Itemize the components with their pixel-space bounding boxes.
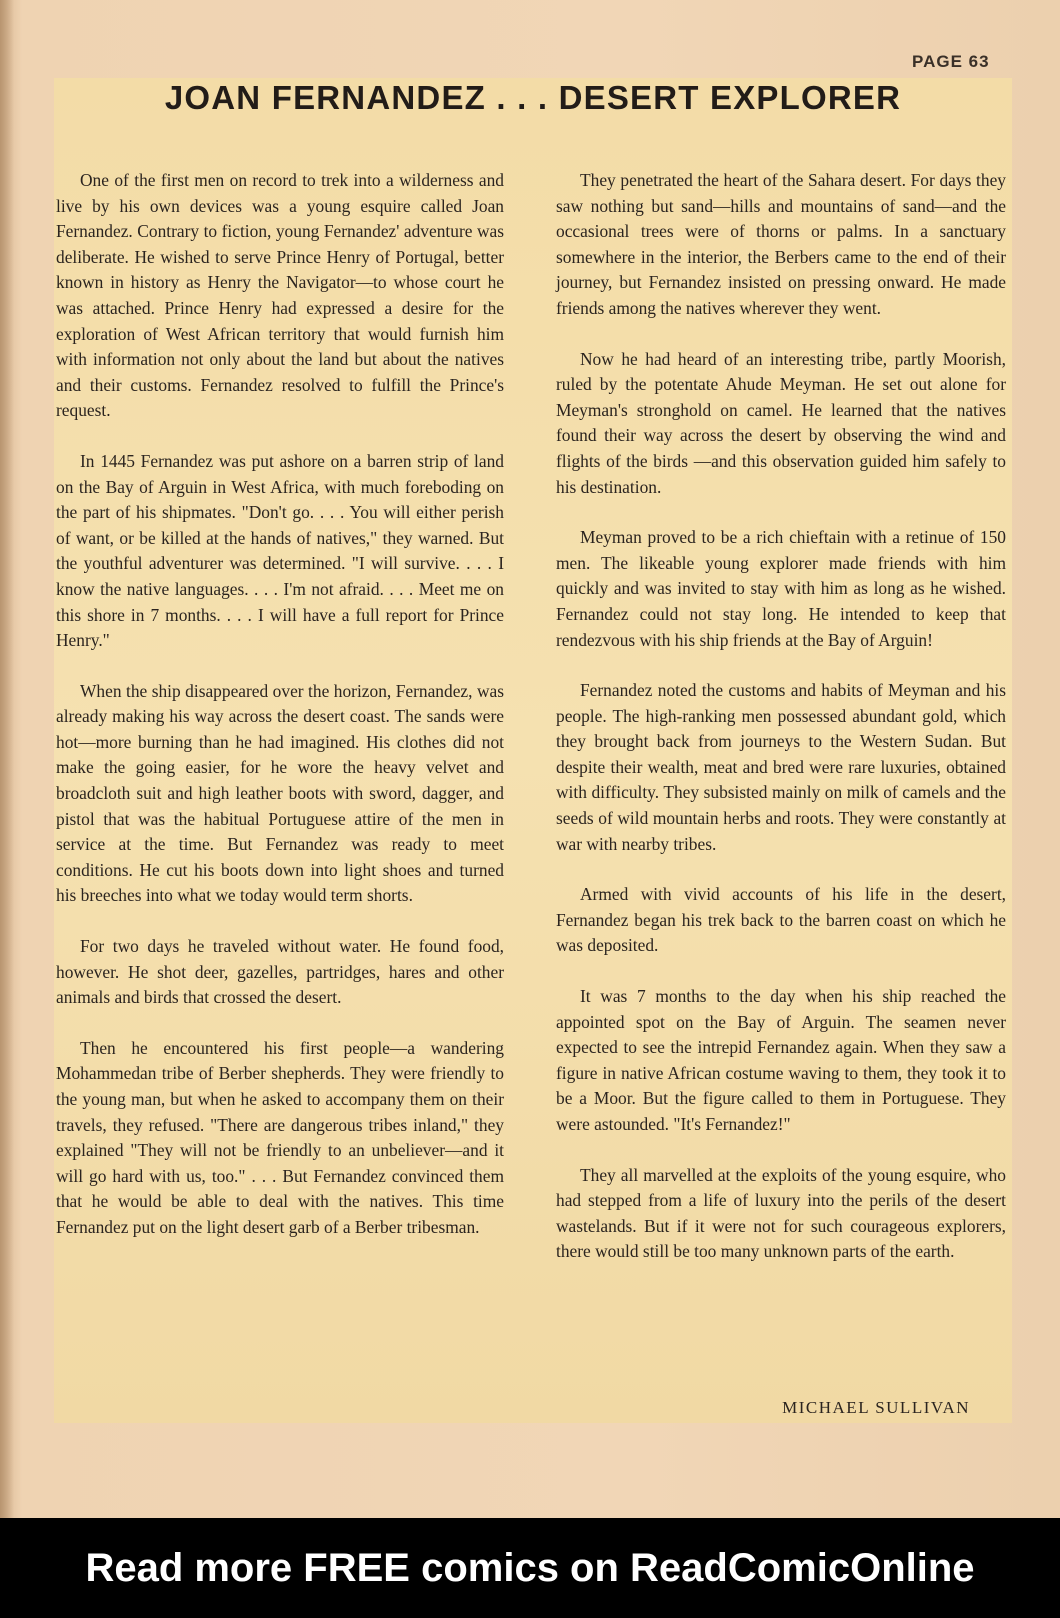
promo-banner[interactable]: Read more FREE comics on ReadComicOnline xyxy=(0,1518,1060,1618)
paragraph: They all marvelled at the exploits of the young esquire, who had stepped from a life of luxury into the perils of the desert wastelands. But if it were not for such courageous explorers, there would still be too many unknown parts of the earth. xyxy=(556,1164,1006,1262)
paragraph: Now he had heard of an interesting tribe, partly Moorish, ruled by the potentate Ahude Meyman. He set out alone for Meyman's stronghold on camel. He learned that the natives found their way across the desert by observing the wind and flights of the birds —and this observation guided him safely to his destination. xyxy=(556,348,1006,497)
paragraph: One of the first men on record to trek into a wilderness and live by his own devices was a young esquire called Joan Fernandez. Contrary to fiction, young Fernandez' adventure was deliberate. He wished to serve Prince Henry of Portugal, better known in history as Henry the Navigator—to whose court he was attached. Prince Henry had expressed a desire for the exploration of West African territory that would furnish him with information not only about the land but about the natives and their customs. Fernandez resolved to fulfill the Prince's request. xyxy=(56,170,504,421)
page-spine-shadow xyxy=(0,0,14,1518)
paragraph: Then he encountered his first people—a wandering Mohammedan tribe of Berber shepherds. They were friendly to the young man, but when he asked to accompany them on their travels, they refused. "There are dangerous tribes inland," they explained "They will not be friendly to an unbeliever—and it will go hard with us, too." . . . But Fernandez convinced them that he would be able to deal with the natives. This time Fernandez put on the light desert garb of a Berber tribesman. xyxy=(56,1037,504,1237)
paragraph: It was 7 months to the day when his ship reached the appointed spot on the Bay of Arguin. The seamen never expected to see the intrepid Fernandez again. When they saw a figure in native African costume waving to them, they took it to be a Moor. But the figure called to them in Portuguese. They were astounded. "It's Fernandez!" xyxy=(556,986,1006,1134)
paragraph: In 1445 Fernandez was put ashore on a barren strip of land on the Bay of Arguin in West Africa, with much foreboding on the part of his shipmates. "Don't go. . . . You will either perish of want, or be killed at the hands of natives," they warned. But the youthful adventurer was determined. "I will survive. . . . I know the native languages. . . . I'm not afraid. . . . Meet me on this shore in 7 months. . . . I will have a full report for Prince Henry." xyxy=(56,450,504,651)
paragraph: Armed with vivid accounts of his life in the desert, Fernandez began his trek back to the barren coast on which he was deposited. xyxy=(556,884,1006,956)
paragraph: When the ship disappeared over the horizon, Fernandez, was already making his way across the desert coast. The sands were hot—more burning than he had imagined. His clothes did not make the going easier, for he wore the heavy velvet and broadcloth suit and high leather boots with sword, dagger, and pistol that was the habitual Portuguese attire of the men in service at the time. But Fernandez was ready to meet conditions. He cut his boots down into light shoes and turned his breeches into what we today would term shorts. xyxy=(56,680,504,906)
article-title: JOAN FERNANDEZ . . . DESERT EXPLORER xyxy=(164,79,902,116)
paragraph: For two days he traveled without water. He found food, however. He shot deer, gazelles, partridges, hares and other animals and birds that crossed the desert. xyxy=(56,936,504,1008)
page-number: PAGE 63 xyxy=(912,52,990,71)
right-column xyxy=(556,168,1006,1290)
author-byline: MICHAEL SULLIVAN xyxy=(782,1398,970,1417)
paragraph: Meyman proved to be a rich chieftain with a retinue of 150 men. The likeable young explorer made friends with him quickly and was invited to stay with him as long as he wished. Fernandez could not stay long. He intended to keep that rendezvous with his ship friends at the Bay of Arguin! xyxy=(556,527,1006,650)
paragraph: Fernandez noted the customs and habits of Meyman and his people. The high-ranking men possessed abundant gold, which they brought back from journeys to the Western Sudan. But despite their wealth, meat and bred were rare luxuries, obtained with difficulty. They subsisted mainly on milk of camels and the seeds of wild mountain herbs and roots. They were constantly at war with nearby tribes. xyxy=(556,680,1006,854)
paragraph: They penetrated the heart of the Sahara desert. For days they saw nothing but sand—hills and mountains of sand—and the occasional trees were of thorns or palms. In a sanctuary somewhere in the interior, the Berbers came to the end of their journey, but Fernandez insisted on pressing onward. He made friends among the natives wherever they went. xyxy=(556,170,1006,318)
left-column xyxy=(56,168,504,1266)
